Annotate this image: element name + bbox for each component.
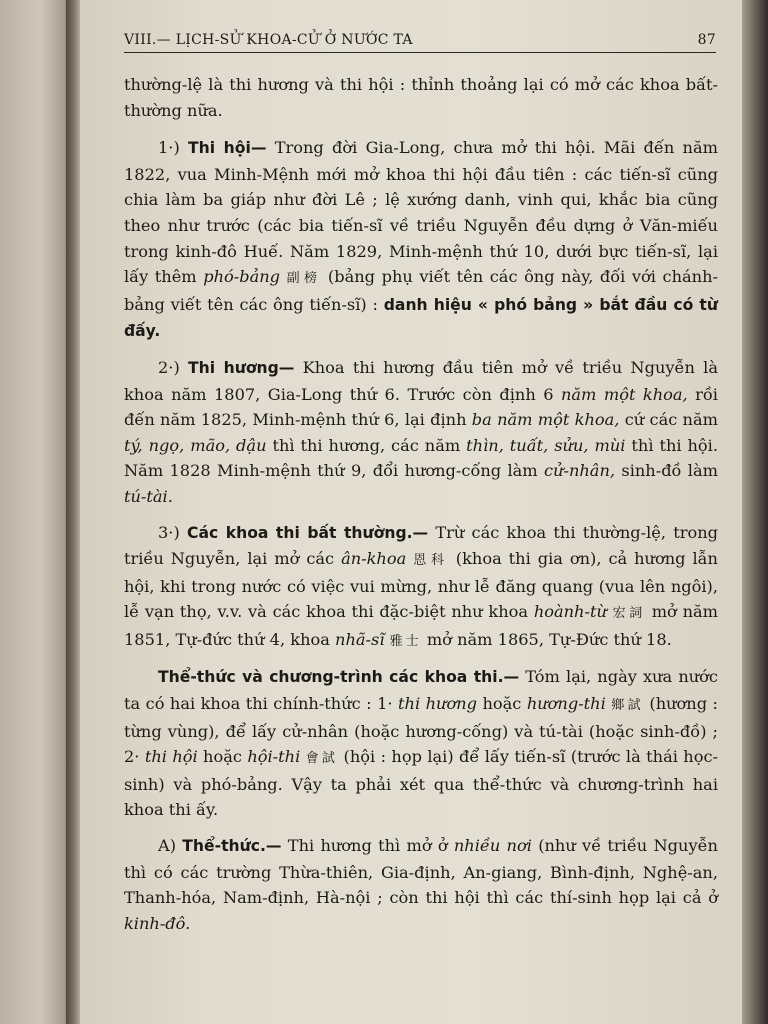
- right-page-shadow: [742, 0, 768, 1024]
- han-characters: 會試: [305, 751, 339, 767]
- text-run: (khoa thi gia ơn), cả hương lẫn hội, khi trong nước có việc vui mừng, như lễ đăng quang (vua lên ngôi), lễ vạn thọ, v.v. và các khoa thi đặc-biệt như khoa: [124, 549, 718, 622]
- text-run: (như về triều Nguyễn thì có các trường Thừa-thiên, Gia-định, An-giang, Bình-định, Nghệ-an, Thanh-hóa, Nam-định, Hà-nội ; còn thi hội thì các thí-sinh họp lại cả ở: [124, 836, 718, 908]
- han-characters: 副榜: [286, 271, 322, 287]
- section-number: A): [158, 836, 177, 856]
- italic-term: ân-khoa: [341, 549, 407, 569]
- book-page: [80, 0, 742, 1024]
- italic-term: nhiều nơi: [453, 836, 532, 856]
- section-heading: Thi hội—: [188, 139, 267, 158]
- italic-term: cử-nhân,: [544, 461, 616, 481]
- italic-term: thi hội: [144, 747, 198, 767]
- running-header: [124, 30, 716, 53]
- text-run: Tóm lại, ngày xưa nước ta có hai khoa thi chính-thức : 1·: [124, 667, 718, 714]
- paragraph-thi-hoi: [124, 135, 718, 345]
- italic-term: kinh-đô.: [124, 913, 191, 933]
- text-run: Trong đời Gia-Long, chưa mở thi hội. Mãi đến năm 1822, vua Minh-Mệnh mới mở khoa thi hội đầu tiên : các tiến-sĩ cũng chia làm ba giáp như đời Lê ; lệ xướng danh, vinh qui, khắc bia cũng theo như trước (các bia tiến-sĩ về triều Nguyễn đều dựng ở Văn-miếu trong kinh-đô Huế. Năm 1829, Minh-mệnh thứ 10, dưới bực tiến-sĩ, lại lấy thêm: [124, 138, 718, 287]
- han-characters: 雅士: [389, 633, 422, 649]
- section-number: 2·): [158, 357, 180, 377]
- paragraph-khoa-bat-thuong: [124, 520, 718, 655]
- text-run: (hội : họp lại) để lấy tiến-sĩ (trước là thái học-sinh) và phó-bảng. Vậy ta phải xét qua thể-thức và chương-trình hai khoa thi ấy.: [124, 747, 718, 820]
- text-run: (hương : từng vùng), để lấy cử-nhân (hoặc hương-cống) và tú-tài (hoặc sinh-đồ) ; 2·: [124, 694, 718, 767]
- text-run: rồi đến năm 1825, Minh-mệnh thứ 6, lại định: [124, 384, 718, 430]
- text-run: mở năm 1865, Tự-Đức thứ 18.: [421, 629, 672, 649]
- section-heading: Các khoa thi bất thường.—: [187, 523, 429, 542]
- chapter-title: VIII.— LỊCH-SỬ KHOA-CỬ Ở NƯỚC TA: [124, 32, 413, 48]
- han-characters: 鄉試: [611, 698, 644, 714]
- section-heading: Thể-thức.—: [182, 837, 282, 856]
- italic-term: năm một khoa,: [560, 384, 688, 404]
- italic-term: hương-thi: [526, 694, 606, 714]
- section-number: 3·): [158, 522, 180, 542]
- text-run: hoặc: [476, 694, 527, 714]
- italic-term: hoành-từ: [533, 602, 607, 622]
- text-run: thì thi hội. Năm 1828 Minh-mệnh thứ 9, đổi hương-cống làm: [124, 435, 718, 481]
- text-run: Trừ các khoa thi thường-lệ, trong triều Nguyễn, lại mở các: [124, 522, 718, 569]
- text-run: sinh-đồ làm: [615, 461, 718, 481]
- han-characters: 宏詞: [612, 606, 646, 622]
- italic-term: tú-tài.: [124, 486, 173, 506]
- italic-term: phó-bảng: [203, 267, 281, 287]
- text-run: Khoa thi hương đầu tiên mở về triều Nguyễn là khoa năm 1807, Gia-Long thứ 6. Trước còn định 6: [124, 357, 718, 404]
- body-text: [124, 72, 718, 946]
- text-run: hoặc: [197, 747, 248, 767]
- bold-statement: danh hiệu « phó bảng » bắt đầu có từ đấy.: [124, 295, 718, 341]
- italic-term: hội-thi: [247, 747, 301, 767]
- section-number: 1·): [158, 138, 180, 158]
- section-heading: Thể-thức và chương-trình các khoa thi.—: [158, 668, 520, 687]
- section-heading: Thi hương—: [188, 358, 295, 377]
- text-run: mở năm 1851, Tự-đức thứ 4, khoa: [124, 602, 719, 649]
- text-run: thì thi hương, các năm: [266, 435, 467, 455]
- paragraph-continuation: thường-lệ là thi hương và thi hội : thỉnh thoảng lại có mở các khoa bất-thường nữa.: [124, 75, 718, 120]
- text-run: cứ các năm: [619, 410, 718, 430]
- italic-term: tý, ngọ, mão, dậu: [124, 435, 267, 455]
- italic-term: nhã-sĩ: [335, 629, 385, 649]
- left-page-edge: [0, 0, 74, 1024]
- han-characters: 恩科: [413, 553, 449, 569]
- text-run: Thi hương thì mở ở: [281, 836, 454, 856]
- paragraph-the-thuc-chuong-trinh: [124, 664, 718, 823]
- italic-term: ba năm một khoa,: [471, 410, 620, 430]
- page-number: 87: [697, 32, 716, 48]
- italic-term: thìn, tuất, sửu, mùi: [466, 435, 626, 455]
- italic-term: thi hương: [398, 694, 477, 714]
- paragraph-thi-huong: [124, 355, 718, 510]
- paragraph-the-thuc: [124, 833, 718, 936]
- text-run: (bảng phụ viết tên các ông này, đối với chánh-bảng viết tên các ông tiến-sĩ) :: [124, 267, 718, 314]
